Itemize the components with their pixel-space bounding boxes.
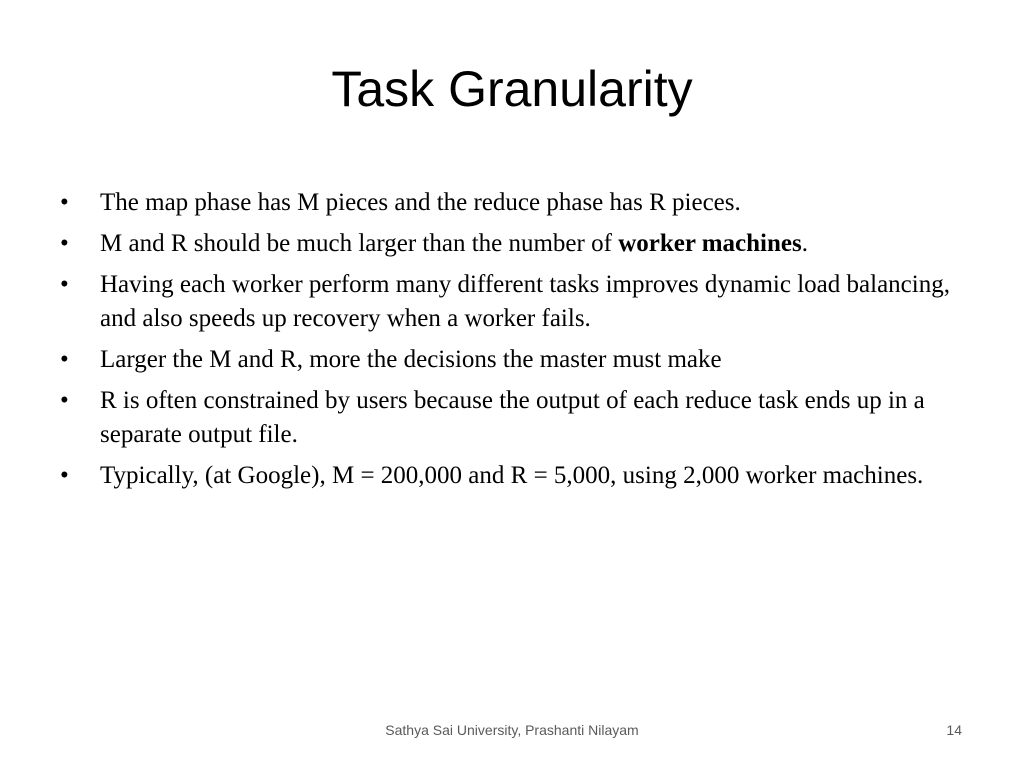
bullet-text: Typically, (at Google), M = 200,000 and R = 5,000, using 2,000 worker machines. bbox=[100, 462, 924, 489]
bullet-icon: • bbox=[60, 346, 69, 373]
bullet-text: Having each worker perform many different tasks improves dynamic load balancing, and also speeds up recovery when a worker fails. bbox=[100, 271, 950, 332]
bullet-text: Larger the M and R, more the decisions the master must make bbox=[100, 346, 722, 373]
page-number: 14 bbox=[946, 722, 962, 738]
bullet-item bbox=[60, 459, 965, 493]
footer-text: Sathya Sai University, Prashanti Nilayam bbox=[385, 722, 639, 738]
bullet-emphasis: worker machines bbox=[618, 230, 802, 257]
bullet-list bbox=[60, 186, 965, 500]
bullet-icon: • bbox=[60, 271, 69, 298]
bullet-text-end: . bbox=[801, 230, 808, 257]
bullet-item bbox=[60, 384, 965, 452]
bullet-item bbox=[60, 186, 965, 220]
bullet-text: The map phase has M pieces and the reduce phase has R pieces. bbox=[100, 189, 741, 216]
bullet-text: M and R should be much larger than the number of bbox=[100, 230, 619, 257]
bullet-icon: • bbox=[60, 189, 69, 216]
bullet-item bbox=[60, 227, 965, 261]
bullet-icon: • bbox=[60, 387, 69, 414]
bullet-text: R is often constrained by users because the output of each reduce task ends up in a separate output file. bbox=[100, 387, 925, 448]
bullet-item bbox=[60, 343, 965, 377]
bullet-icon: • bbox=[60, 462, 69, 489]
slide-title: Task Granularity bbox=[331, 61, 693, 117]
bullet-icon: • bbox=[60, 230, 69, 257]
bullet-item bbox=[60, 268, 965, 336]
